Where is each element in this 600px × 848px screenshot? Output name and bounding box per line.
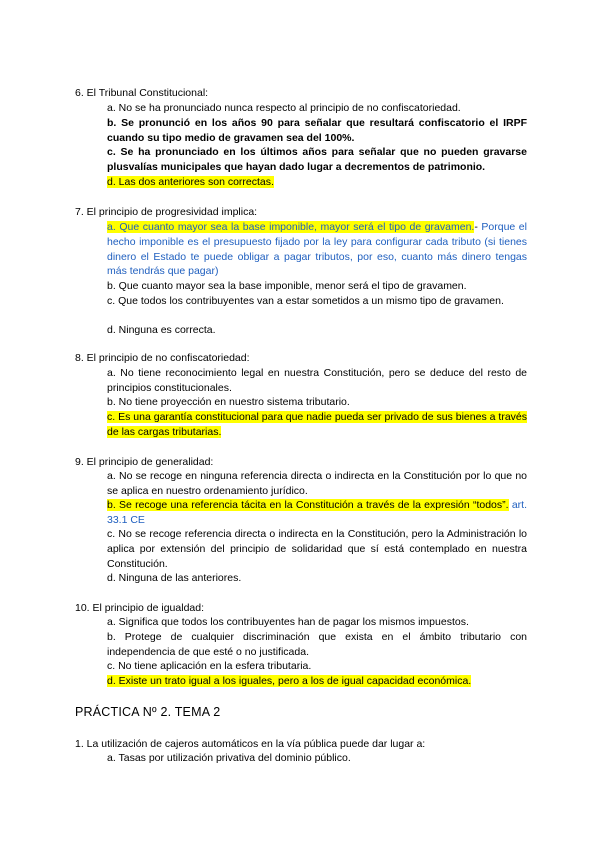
question-10-title: 10. El principio de igualdad: [75,602,205,614]
question-9-title: 9. El principio de generalidad: [75,456,214,468]
question-10-option-b: b. Protege de cualquier discriminación que exista en el ámbito tributario con independencia de que esté o no justificada. [107,631,527,658]
question-8-title: 8. El principio de no confiscatoriedad: [75,352,250,364]
question-10-option-a: a. Significa que todos los contribuyentes han de pagar los mismos impuestos. [107,616,469,628]
question-10-option-d [107,674,527,689]
answer-note: art. 33.1 CE [107,499,527,526]
question-6-option-b: b. Se pronunció en los años 90 para señalar que resultará confiscatorio el IRPF cuando su tipo medio de gravamen sea del 100%. [107,117,527,144]
question-9-option-c: c. No se recoge referencia directa o indirecta en la Constitución, pero la Administración lo aplica por extensión del principio de solidaridad que sí está contemplado en nuestra Constitución. [107,528,527,570]
question-7-option-c: c. Que todos los contribuyentes van a estar sometidos a un mismo tipo de gravamen. [107,295,504,307]
practice2-question-1-title: 1. La utilización de cajeros automáticos en la vía pública puede dar lugar a: [75,738,426,750]
question-10-option-c: c. No tiene aplicación en la esfera tributaria. [107,660,312,672]
question-9-option-a: a. No se recoge en ninguna referencia directa o indirecta en la Constitución por lo que no se aplica en nuestro ordenamiento jurídico. [107,470,527,497]
highlighted-answer: d. Existe un trato igual a los iguales, pero a los de igual capacidad económica. [107,675,472,687]
practice2-question-1-option-a: a. Tasas por utilización privativa del dominio público. [107,752,351,764]
question-6-option-c: c. Se ha pronunciado en los últimos años para señalar que no pueden gravarse plusvalías municipales que hayan dado lugar a decrementos de patrimonio. [107,146,527,173]
question-8-option-c [107,410,527,440]
question-7-option-a [107,220,527,279]
question-7-option-b: b. Que cuanto mayor sea la base imponible, menor será el tipo de gravamen. [107,280,467,292]
question-8-option-a: a. No tiene reconocimiento legal en nuestra Constitución, pero se deduce del resto de principios constitucionales. [107,367,527,394]
highlighted-answer: d. Las dos anteriores son correctas. [107,176,274,188]
question-6-option-a: a. No se ha pronunciado nunca respecto al principio de no confiscatoriedad. [107,102,461,114]
highlighted-answer: c. Es una garantía constitucional para que nadie pueda ser privado de sus bienes a través de las cargas tributarias. [107,411,527,438]
note-dash: - [474,221,478,233]
question-9-option-b [107,498,527,528]
question-6-option-d [107,175,527,190]
question-6-title: 6. El Tribunal Constitucional: [75,87,209,99]
question-7-option-d: d. Ninguna es correcta. [107,324,216,336]
section-heading: PRÁCTICA Nº 2. TEMA 2 [75,705,221,719]
question-9-option-d: d. Ninguna de las anteriores. [107,572,242,584]
answer-note: Porque el hecho imponible es el presupuesto fijado por la ley para configurar cada tributo (si tienes dinero el Estado te puede obligar a pagar tributos, por eso, cuanto más dinero tengas más tendrás que pagar) [107,221,527,278]
question-7-title: 7. El principio de progresividad implica: [75,206,258,218]
question-8-option-b: b. No tiene proyección en nuestro sistema tributario. [107,396,350,408]
highlighted-answer: a. Que cuanto mayor sea la base imponible, mayor será el tipo de gravamen. [107,221,475,233]
highlighted-answer: b. Se recoge una referencia tácita en la Constitución a través de la expresión “todos”. [107,499,509,511]
